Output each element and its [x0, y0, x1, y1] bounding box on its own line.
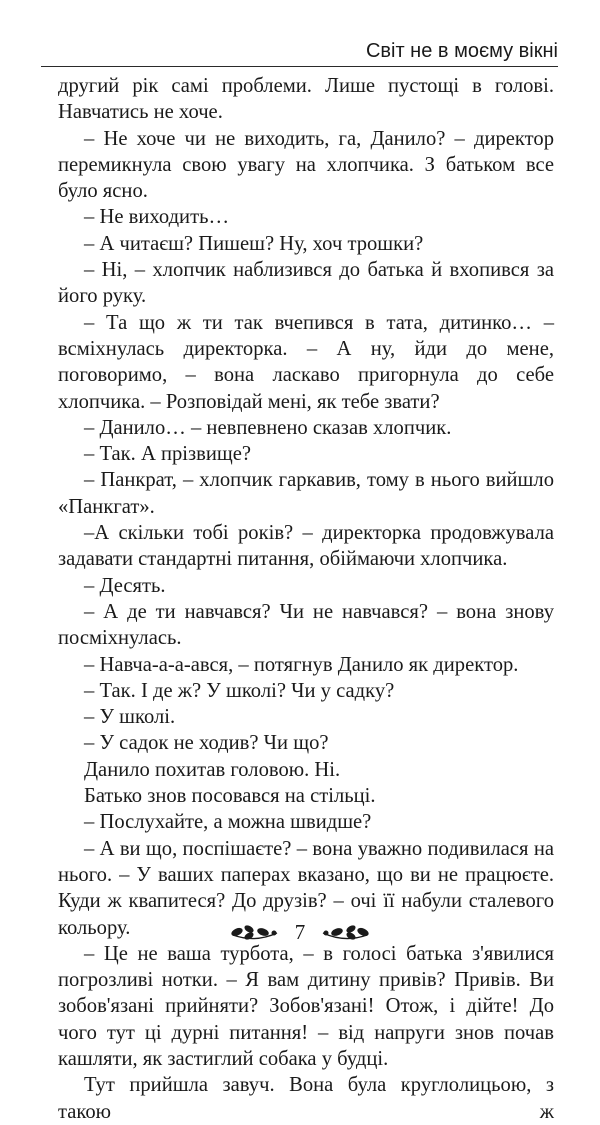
running-header	[41, 38, 558, 67]
paragraph: – Так. А прізвище?	[84, 443, 252, 466]
paragraph: – Десять.	[84, 574, 166, 597]
page-number: 7	[294, 920, 306, 944]
running-header-title: Світ не в моєму вікні	[365, 40, 558, 62]
floral-ornament-right-icon	[319, 921, 371, 943]
paragraph: – У садок не ходив? Чи що?	[84, 732, 329, 755]
paragraph: – Та що ж ти так вчепився в тата, дитинко… – всміхнулась директорка. – А ну, йди до мене, поговоримо, – вона ласкаво пригорнула до себе хлопчика. – Розповідай мені, як тебе звати?	[58, 311, 554, 413]
paragraph: – А читаєш? Пишеш? Ну, хоч трошки?	[84, 232, 424, 255]
paragraph: – У школі.	[84, 706, 176, 729]
paragraph: – Так. І де ж? У школі? Чи у садку?	[84, 679, 395, 702]
paragraph: – Данило… – невпевнено сказав хлопчик.	[84, 416, 452, 439]
paragraph: –А скільки тобі років? – директорка продовжувала задавати стандартні питання, обіймаючи хлопчика.	[58, 522, 554, 571]
paragraph: – Це не ваша турбота, – в голосі батька з'явилися погрозливі нотки. – Я вам дитину привів? Привів. Ви зобов'язані прийняти? Зобов'язані! Отож, і дійте! До чого тут ці дурні питання! – від напруги знов почав кашляти, як застиглий собака у будці.	[58, 942, 554, 1070]
paragraph: – Панкрат, – хлопчик гаркавив, тому в нього вийшло «Панкгат».	[58, 469, 554, 518]
paragraph: Тут прийшла завуч. Вона була круглолицьою, з такою ж	[58, 1074, 554, 1123]
floral-ornament-left-icon	[229, 921, 281, 943]
paragraph: Данило похитав головою. Ні.	[84, 758, 341, 781]
paragraph: – Не хоче чи не виходить, га, Данило? – директор перемикнула свою увагу на хлопчика. З батьком все було ясно.	[58, 127, 554, 203]
page-footer	[0, 920, 600, 944]
paragraph: – А де ти навчався? Чи не навчався? – вона знову посміхнулась.	[58, 600, 554, 650]
paragraph: – А ви що, поспішаєте? – вона уважно подивилася на нього. – У ваших паперах вказано, що ви не працюєте. Куди ж квапитеся? До друзів? – очі її набули сталевого кольору.	[58, 837, 554, 939]
body-text	[58, 73, 554, 1125]
paragraph: – Ні, – хлопчик наблизився до батька й вхопився за його руку.	[58, 259, 554, 308]
paragraph: – Не виходить…	[84, 206, 230, 229]
paragraph: другий рік самі проблеми. Лише пустощі в голові. Навчатись не хоче.	[58, 75, 554, 124]
paragraph: – Послухайте, а можна швидше?	[84, 811, 372, 834]
paragraph: Батько знов посовався на стільці.	[84, 785, 376, 808]
paragraph: – Навча-а-а-ався, – потягнув Данило як директор.	[84, 653, 519, 676]
